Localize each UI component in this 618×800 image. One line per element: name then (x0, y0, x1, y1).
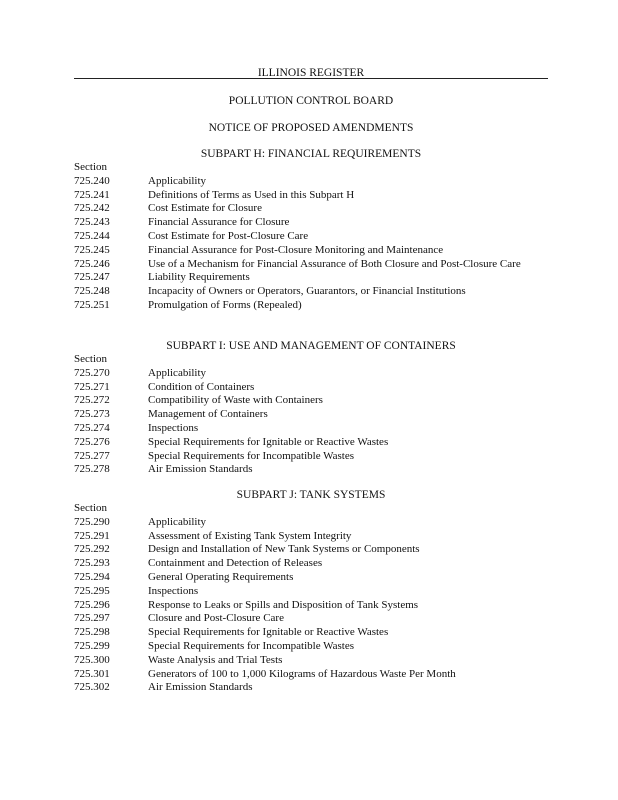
section-number: 725.297 (74, 612, 110, 625)
section-title: Cost Estimate for Closure (148, 202, 262, 215)
section-number: 725.291 (74, 529, 110, 542)
section-entry (74, 585, 548, 599)
section-entry (74, 271, 548, 285)
section-title: Financial Assurance for Post-Closure Monitoring and Maintenance (148, 243, 444, 256)
section-entry (74, 450, 548, 464)
section-entry (74, 681, 548, 695)
section-entry (74, 599, 548, 613)
subpart-title: SUBPART H: FINANCIAL REQUIREMENTS (200, 148, 422, 160)
section-label: Section (74, 161, 107, 173)
section-title: Waste Analysis and Trial Tests (148, 653, 283, 666)
section-entry (74, 571, 548, 585)
section-number: 725.301 (74, 667, 110, 680)
section-title: Closure and Post-Closure Care (148, 612, 284, 625)
section-number: 725.244 (74, 229, 110, 242)
section-entry (74, 299, 548, 313)
section-title: Promulgation of Forms (Repealed) (148, 298, 302, 311)
section-number: 725.274 (74, 421, 110, 434)
section-number: 725.271 (74, 380, 110, 393)
section-entry (74, 381, 548, 395)
section-number: 725.295 (74, 584, 110, 597)
section-list (74, 367, 548, 477)
section-entry (74, 543, 548, 557)
section-number: 725.247 (74, 271, 110, 284)
section-title: Generators of 100 to 1,000 Kilograms of Hazardous Waste Per Month (148, 667, 456, 680)
board-heading: POLLUTION CONTROL BOARD (228, 95, 394, 107)
section-number: 725.294 (74, 570, 110, 583)
section-entry (74, 244, 548, 258)
section-entry (74, 654, 548, 668)
section-number: 725.278 (74, 463, 110, 476)
section-title: Special Requirements for Incompatible Wastes (148, 639, 355, 652)
register-heading: ILLINOIS REGISTER (257, 67, 365, 79)
section-number: 725.296 (74, 598, 110, 611)
subpart-i (74, 339, 548, 477)
section-title: Incapacity of Owners or Operators, Guarantors, or Financial Institutions (148, 285, 466, 298)
section-entry (74, 285, 548, 299)
section-title: Condition of Containers (148, 380, 255, 393)
section-entry (74, 516, 548, 530)
section-entry (74, 640, 548, 654)
section-label: Section (74, 353, 107, 365)
section-number: 725.299 (74, 639, 110, 652)
section-title: Applicability (148, 515, 207, 528)
section-number: 725.302 (74, 681, 110, 694)
section-number: 725.298 (74, 626, 110, 639)
section-title: Liability Requirements (148, 271, 250, 284)
section-number: 725.246 (74, 257, 110, 270)
section-title: Air Emission Standards (148, 681, 253, 694)
subpart-title: SUBPART I: USE AND MANAGEMENT OF CONTAINERS (166, 340, 456, 352)
section-list (74, 175, 548, 313)
section-title: Financial Assurance for Closure (148, 216, 290, 229)
section-entry (74, 216, 548, 230)
section-title: Use of a Mechanism for Financial Assurance of Both Closure and Post-Closure Care (148, 257, 521, 270)
section-title: Design and Installation of New Tank Systems or Components (148, 543, 420, 556)
notice-heading: NOTICE OF PROPOSED AMENDMENTS (208, 122, 414, 134)
section-number: 725.290 (74, 515, 110, 528)
section-title: Special Requirements for Ignitable or Reactive Wastes (148, 435, 389, 448)
section-number: 725.300 (74, 653, 110, 666)
section-number: 725.245 (74, 243, 110, 256)
section-title: Response to Leaks or Spills and Disposition of Tank Systems (148, 598, 419, 611)
section-number: 725.276 (74, 435, 110, 448)
section-entry (74, 612, 548, 626)
section-entry (74, 463, 548, 477)
section-title: Management of Containers (148, 408, 268, 421)
section-number: 725.270 (74, 366, 110, 379)
section-entry (74, 394, 548, 408)
section-title: Assessment of Existing Tank System Integrity (148, 529, 352, 542)
section-number: 725.242 (74, 202, 110, 215)
section-number: 725.292 (74, 543, 110, 556)
subpart-h (74, 147, 548, 313)
section-number: 725.240 (74, 174, 110, 187)
section-title: Compatibility of Waste with Containers (148, 394, 323, 407)
section-number: 725.248 (74, 285, 110, 298)
section-title: Inspections (148, 584, 199, 597)
section-title: Air Emission Standards (148, 463, 253, 476)
section-title: Inspections (148, 421, 199, 434)
section-number: 725.293 (74, 557, 110, 570)
section-entry (74, 367, 548, 381)
section-title: General Operating Requirements (148, 570, 294, 583)
section-number: 725.273 (74, 408, 110, 421)
section-list (74, 516, 548, 695)
section-title: Definitions of Terms as Used in this Subpart H (148, 188, 355, 201)
header-rule (74, 78, 548, 79)
section-entry (74, 408, 548, 422)
section-title: Applicability (148, 174, 207, 187)
section-entry (74, 530, 548, 544)
section-entry (74, 668, 548, 682)
section-entry (74, 202, 548, 216)
section-entry (74, 626, 548, 640)
section-label: Section (74, 502, 107, 514)
section-entry (74, 557, 548, 571)
section-title: Containment and Detection of Releases (148, 557, 323, 570)
section-title: Applicability (148, 366, 207, 379)
section-entry (74, 422, 548, 436)
section-entry (74, 175, 548, 189)
section-number: 725.277 (74, 449, 110, 462)
section-number: 725.243 (74, 216, 110, 229)
section-title: Special Requirements for Incompatible Wastes (148, 449, 355, 462)
section-title: Special Requirements for Ignitable or Reactive Wastes (148, 626, 389, 639)
section-title: Cost Estimate for Post-Closure Care (148, 229, 309, 242)
section-entry (74, 436, 548, 450)
section-number: 725.272 (74, 394, 110, 407)
subpart-j (74, 488, 548, 695)
section-number: 725.251 (74, 298, 110, 311)
section-number: 725.241 (74, 188, 110, 201)
section-entry (74, 230, 548, 244)
subpart-title: SUBPART J: TANK SYSTEMS (236, 489, 386, 501)
section-entry (74, 189, 548, 203)
section-entry (74, 258, 548, 272)
